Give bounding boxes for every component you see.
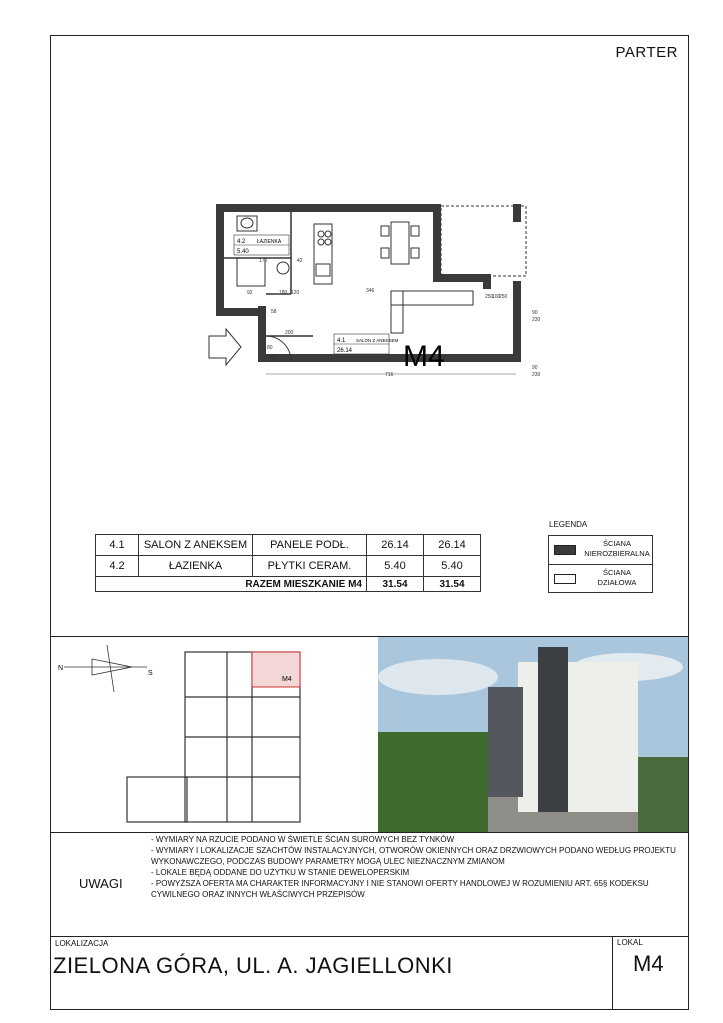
- dining-table: [381, 222, 419, 264]
- lokal-box: [612, 937, 690, 1010]
- note-item: - WYMIARY NA RZUCIE PODANO W ŚWIETLE ŚCIAN SUROWYCH BEZ TYNKÓW: [151, 834, 686, 845]
- dim-11: 250: [485, 294, 494, 300]
- legend-title: LEGENDA: [549, 520, 588, 529]
- highlighted-unit: [252, 652, 300, 687]
- total-area: 31.54: [367, 577, 424, 592]
- dim-9: 200: [267, 354, 276, 360]
- note-item: - WYMIARY I LOKALIZACJE SZACHTÓW INSTALACYJNYCH, OTWORÓW OKIENNYCH ORAZ DRZWIOWYCH PODANO WEDŁUG PROJEKTU WYKONAWCZEGO, PODCZAS BUDOWY PARAMETRY MOGĄ ULEC NIEZNACZNYM ZMIANOM: [151, 845, 686, 867]
- cell-area: 26.14: [424, 535, 481, 556]
- entry-arrow: [209, 329, 241, 365]
- dim-12: 100: [492, 294, 501, 300]
- legend-item: [549, 536, 652, 564]
- room-42-num: 4.2: [237, 239, 246, 245]
- divider: [51, 832, 688, 833]
- dim-2: 92: [247, 290, 253, 296]
- cell-floor: PŁYTKI CERAM.: [253, 556, 367, 577]
- legend-item: [549, 564, 652, 593]
- table-total-row: [96, 577, 481, 592]
- note-item: - POWYŻSZA OFERTA MA CHARAKTER INFORMACYJNY I NIE STANOWI OFERTY HANDLOWEJ W ROZUMIENIU ART. 65§ KODEKSU CYWILNEGO ORAZ INNYCH WŁAŚCIWYCH PRZEPISÓW: [151, 878, 686, 900]
- table-row: [96, 556, 481, 577]
- cell-floor: PANELE PODŁ.: [253, 535, 367, 556]
- cell-area: 5.40: [424, 556, 481, 577]
- legend-label: ŚCIANA NIEROZBIERALNA: [584, 539, 650, 558]
- table-row: [96, 535, 481, 556]
- dim-1: 42: [297, 258, 303, 264]
- sofa: [391, 291, 473, 333]
- keyplan-unit-label: M4: [282, 676, 292, 683]
- dim-15: 230: [532, 317, 541, 323]
- room-41-num: 4.1: [337, 338, 346, 344]
- dim-4: 120: [291, 290, 300, 296]
- dim-17: 230: [532, 372, 541, 378]
- cell-num: 4.1: [96, 535, 139, 556]
- cell-num: 4.2: [96, 556, 139, 577]
- total-label: RAZEM MIESZKANIE M4: [96, 577, 367, 592]
- dim-0: 170: [259, 258, 268, 264]
- legend: [548, 535, 653, 593]
- room-schedule-table: [95, 534, 481, 592]
- room-41-name: SALON Z ANEKSEM: [356, 338, 399, 343]
- kitchen-counter: [314, 224, 332, 284]
- cell-area: 26.14: [367, 535, 424, 556]
- cell-area: 5.40: [367, 556, 424, 577]
- dim-6: 58: [271, 309, 277, 315]
- floor-plan: [51, 36, 688, 516]
- compass-icon: [64, 645, 147, 692]
- location-value: ZIELONA GÓRA, UL. A. JAGIELLONKI: [53, 953, 453, 978]
- room-42-name: ŁAZIENKA: [257, 239, 282, 245]
- room-41-area: 26.14: [337, 348, 353, 354]
- cell-name: SALON Z ANEKSEM: [139, 535, 253, 556]
- load-bearing-swatch: [554, 545, 576, 555]
- notes-list: [141, 834, 686, 900]
- unit-label: M4: [403, 340, 445, 373]
- building-rendering: [378, 637, 688, 832]
- dim-3: 180: [279, 290, 288, 296]
- room-42-area: 5.40: [237, 249, 249, 255]
- partition-swatch: [554, 574, 576, 584]
- note-item: - LOKALE BĘDĄ ODDANE DO UŻYTKU W STANIE DEWELOPERSKIM: [151, 867, 686, 878]
- dim-16: 90: [532, 365, 538, 371]
- compass-s: S: [148, 670, 153, 677]
- cell-name: ŁAZIENKA: [139, 556, 253, 577]
- dim-14: 90: [532, 310, 538, 316]
- dim-7: 200: [285, 330, 294, 336]
- compass-n: N: [58, 665, 64, 672]
- dim-8: 80: [267, 345, 273, 351]
- location-label: LOKALIZACJA: [55, 939, 109, 948]
- divider: [51, 936, 688, 937]
- dim-13: 250: [499, 294, 508, 300]
- total-area: 31.54: [424, 577, 481, 592]
- dim-5: 346: [366, 288, 375, 294]
- lokal-label: LOKAL: [617, 938, 643, 947]
- key-plan: [52, 637, 377, 832]
- legend-label: ŚCIANA DZIAŁOWA: [597, 568, 637, 587]
- lokal-value: M4: [633, 951, 664, 976]
- floor-label: PARTER: [615, 44, 678, 61]
- drawing-sheet: [50, 35, 689, 1010]
- dim-10: 716: [385, 372, 394, 378]
- notes-label: UWAGI: [79, 876, 123, 891]
